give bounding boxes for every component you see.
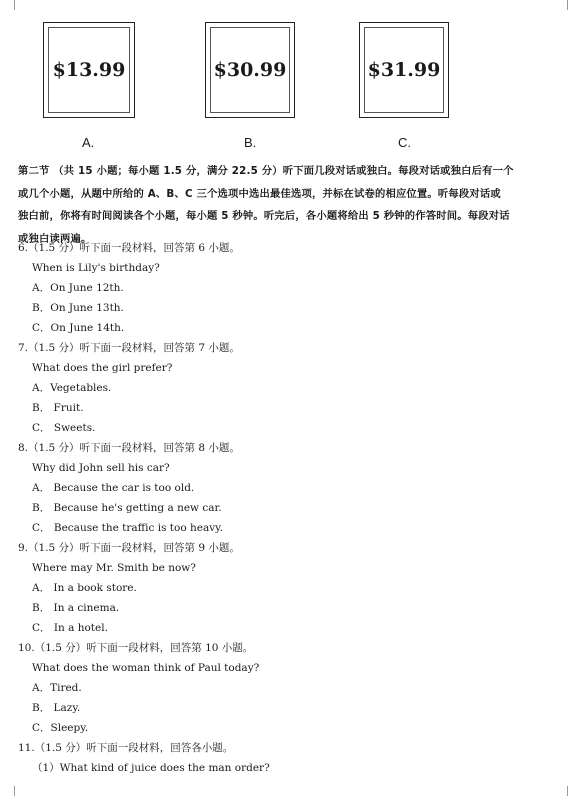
option-label-b: B. — [244, 135, 257, 150]
price-text: $30.99 — [213, 59, 287, 81]
price-frame — [364, 27, 444, 113]
answer-option: B． Because he's getting a new car. — [32, 502, 222, 514]
question-text: What does the woman think of Paul today? — [32, 662, 260, 674]
question-text: When is Lily's birthday? — [32, 262, 160, 274]
question-text: Why did John sell his car? — [32, 462, 170, 474]
question-text: Where may Mr. Smith be now? — [32, 562, 196, 574]
price-text: $13.99 — [52, 59, 126, 81]
answer-option: C．On June 14th. — [32, 322, 125, 334]
answer-option: C． Sweets. — [32, 422, 96, 434]
answer-option: B． Fruit. — [32, 402, 84, 414]
question-header: 10.（1.5 分）听下面一段材料，回答第 10 小题。 — [18, 642, 254, 654]
answer-option: B． Lazy. — [32, 702, 81, 714]
question-header: 9.（1.5 分）听下面一段材料，回答第 9 小题。 — [18, 542, 240, 554]
price-option-b — [205, 22, 295, 118]
answer-option: C．Sleepy. — [32, 722, 89, 734]
question-text: （1）What kind of juice does the man order? — [32, 762, 270, 774]
section-instructions — [18, 160, 538, 250]
answer-option: A． Because the car is too old. — [32, 482, 195, 494]
option-label-a: A. — [82, 135, 95, 150]
question-7 — [18, 338, 558, 438]
answer-option: A．Tired. — [32, 682, 82, 694]
question-text: What does the girl prefer? — [32, 362, 173, 374]
option-label-c: C. — [398, 135, 411, 150]
instruction-line: 独白前，你将有时间阅读各个小题，每小题 5 秒钟。听完后，各小题将给出 5 秒钟的作答时间。每段对话 — [18, 210, 510, 222]
answer-option: B．On June 13th. — [32, 302, 124, 314]
question-header: 6.（1.5 分）听下面一段材料，回答第 6 小题。 — [18, 242, 240, 254]
question-8 — [18, 438, 558, 538]
answer-option: A．Vegetables. — [32, 382, 112, 394]
instruction-line: 第二节 （共 15 小题；每小题 1.5 分，满分 22.5 分）听下面几段对话或独白。每段对话或独白后有一个 — [18, 165, 514, 177]
answer-option: C． In a hotel. — [32, 622, 108, 634]
answer-option: C． Because the traffic is too heavy. — [32, 522, 224, 534]
price-option-a — [43, 22, 135, 118]
crop-mark — [567, 0, 578, 10]
crop-mark — [4, 786, 15, 796]
question-header: 8.（1.5 分）听下面一段材料，回答第 8 小题。 — [18, 442, 240, 454]
price-option-c — [359, 22, 449, 118]
question-10 — [18, 638, 558, 738]
question-9 — [18, 538, 558, 638]
instruction-line: 或几个小题，从题中所给的 A、B、C 三个选项中选出最佳选项，并标在试卷的相应位置。听每段对话或 — [18, 187, 501, 200]
question-header: 11.（1.5 分）听下面一段材料，回答各小题。 — [18, 742, 234, 754]
question-header: 7.（1.5 分）听下面一段材料，回答第 7 小题。 — [18, 342, 240, 354]
question-list — [18, 238, 558, 778]
question-6 — [18, 238, 558, 338]
crop-mark — [4, 0, 15, 10]
price-text: $31.99 — [367, 59, 441, 81]
question-11 — [18, 738, 558, 778]
answer-option: A． In a book store. — [32, 582, 137, 594]
crop-mark — [567, 786, 578, 796]
answer-option: B． In a cinema. — [32, 602, 120, 614]
answer-option: A．On June 12th. — [32, 282, 124, 294]
price-frame — [210, 27, 290, 113]
price-frame — [48, 27, 130, 113]
instruction-line: 或独白读两遍。 — [18, 232, 92, 245]
